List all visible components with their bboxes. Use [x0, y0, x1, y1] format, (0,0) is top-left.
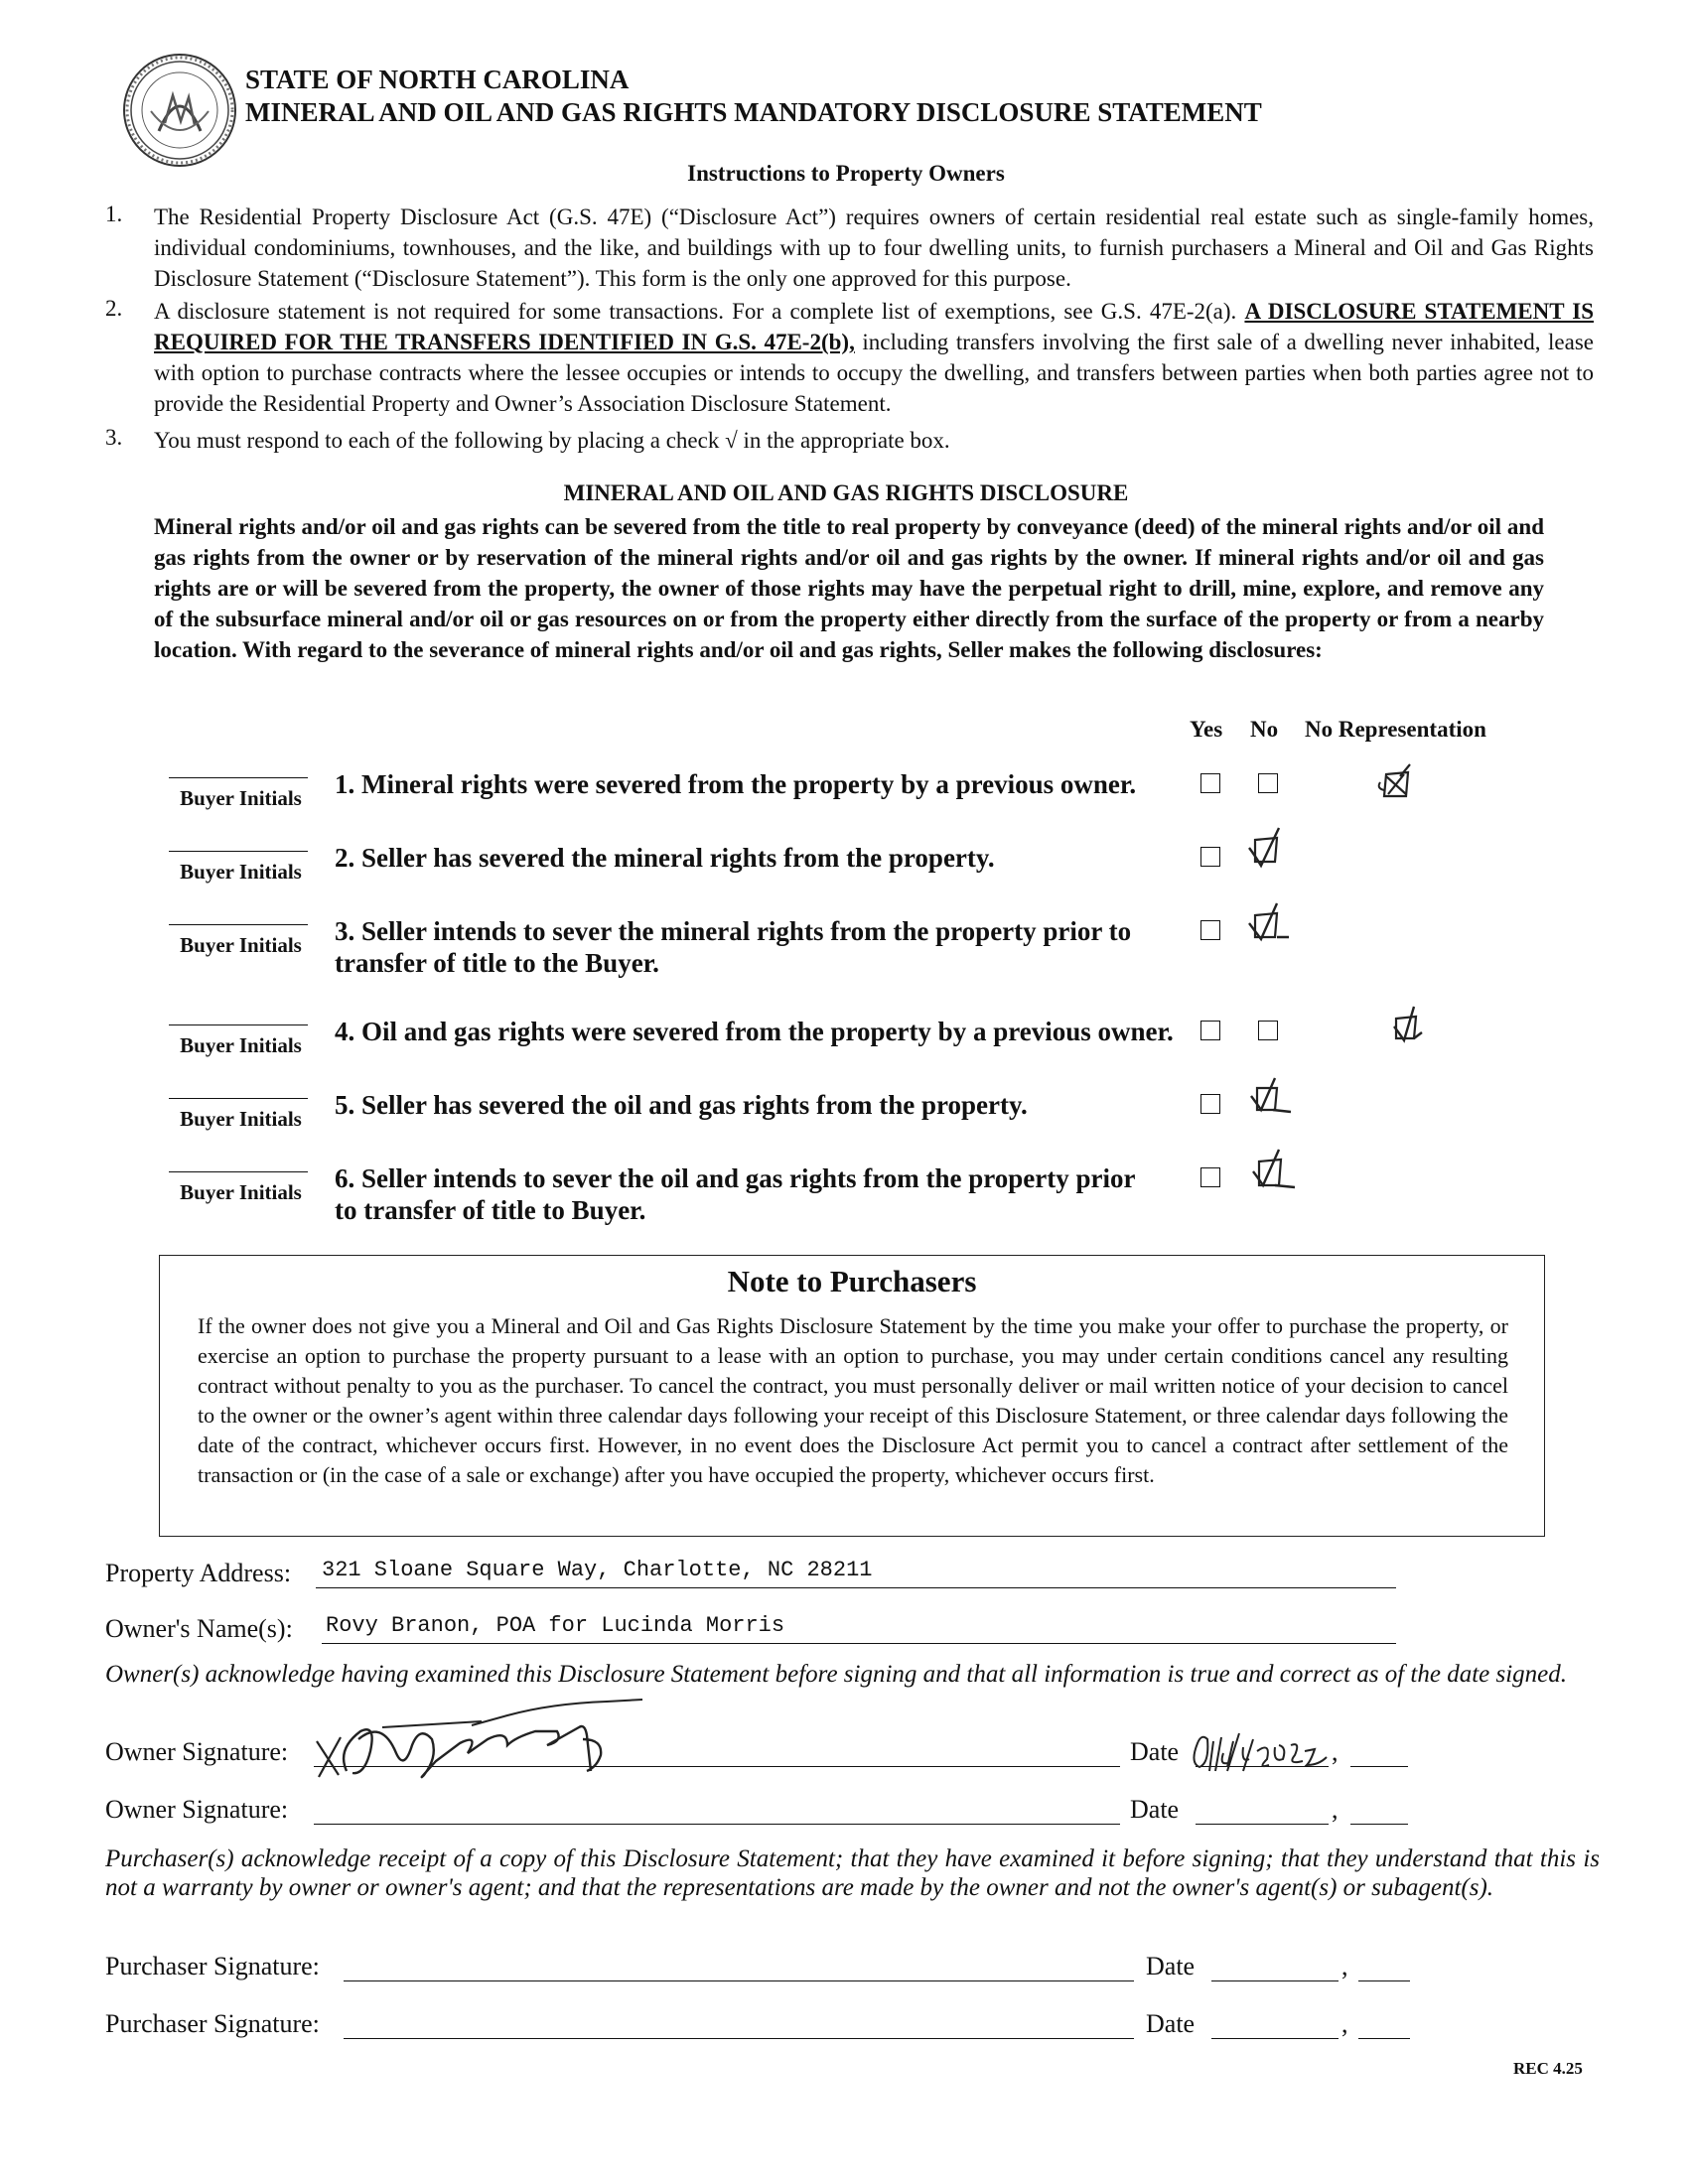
question-text: 3. Seller intends to sever the mineral rights from the property prior to transfer of title to the Buyer.: [335, 916, 1132, 978]
owner-signature-line[interactable]: [314, 1823, 1120, 1825]
no-checkbox[interactable]: [1258, 773, 1278, 793]
date-label: Date: [1130, 1737, 1180, 1766]
instruction-number-3: 3.: [105, 425, 123, 450]
disclosure-text: Mineral rights and/or oil and gas rights can be severed from the title to real property by conveyance (deed) of the mineral rights and/or oil and gas rights from the owner or by reservation of the mineral rights and/or oil and gas rights by the owner. If mineral rights and/or oil and gas rights are or will be severed from the property, the owner of those rights may have the perpetual right to drill, mine, explore, and remove any of the subsurface mineral and/or oil or gas resources on or from the property either directly from the surface of the property or from a nearby location. With regard to the severance of mineral rights and/or oil and gas rights, Seller makes the following disclosures:: [154, 514, 1544, 662]
date-line[interactable]: [1196, 1823, 1329, 1825]
date-label: Date: [1130, 1795, 1180, 1824]
instruction-1: The Residential Property Disclosure Act (G.S. 47E) (“Disclosure Act”) requires owners of certain residential real estate such as single-family homes, individual condominiums, townhouses, and the like, and buildings with up to four dwelling units, to furnish purchasers a Mineral and Oil and Gas Rights Disclosure Statement (“Disclosure Statement”). This form is the only one approved for this purpose.: [154, 205, 1594, 291]
form-id: REC 4.25: [1513, 2059, 1583, 2078]
question-text: 6. Seller intends to sever the oil and gas rights from the property prior to transfer of title to Buyer.: [335, 1163, 1136, 1225]
column-no-representation: No Representation: [1305, 717, 1486, 742]
owner-names-line: [322, 1642, 1396, 1644]
date-label: Date: [1146, 1952, 1196, 1980]
column-yes: Yes: [1190, 717, 1223, 742]
owner-names-label: Owner's Name(s):: [105, 1614, 293, 1643]
buyer-initials-line[interactable]: [169, 1024, 308, 1025]
question-text: 5. Seller has severed the oil and gas rights from the property.: [335, 1090, 1028, 1120]
instructions-title: Instructions to Property Owners: [687, 161, 1005, 186]
date-comma: ,: [1341, 1952, 1348, 1980]
yes-checkbox[interactable]: [1200, 920, 1220, 940]
year-line[interactable]: [1358, 1979, 1410, 1981]
handwritten-date: [1188, 1723, 1337, 1783]
note-to-purchasers-box: [159, 1255, 1545, 1537]
owner-signature-label: Owner Signature:: [105, 1795, 289, 1824]
no-checkbox[interactable]: [1258, 1021, 1278, 1040]
date-comma: ,: [1332, 1737, 1339, 1766]
column-no: No: [1250, 717, 1279, 742]
handwritten-check-icon: [1241, 822, 1295, 876]
property-address-label: Property Address:: [105, 1559, 292, 1587]
property-address-field[interactable]: 321 Sloane Square Way, Charlotte, NC 28211: [322, 1558, 873, 1582]
note-title: Note to Purchasers: [727, 1264, 977, 1298]
yes-checkbox[interactable]: [1200, 773, 1220, 793]
buyer-initials-line[interactable]: [169, 1171, 308, 1172]
state-seal-icon: [121, 52, 238, 169]
owner-signature-label: Owner Signature:: [105, 1737, 289, 1766]
date-line[interactable]: [1211, 1979, 1339, 1981]
year-line[interactable]: [1358, 2037, 1410, 2039]
yes-checkbox[interactable]: [1200, 1021, 1220, 1040]
buyer-initials-line[interactable]: [169, 924, 308, 925]
year-line[interactable]: [1350, 1765, 1408, 1767]
owner-names-field[interactable]: Rovy Branon, POA for Lucinda Morris: [326, 1613, 785, 1638]
buyer-initials-label: Buyer Initials: [180, 786, 302, 810]
buyer-initials-label: Buyer Initials: [180, 1107, 302, 1131]
purchaser-signature-line[interactable]: [344, 2037, 1134, 2039]
property-address-line: [316, 1586, 1396, 1588]
handwritten-check-icon: [1384, 997, 1438, 1050]
instruction-number-1: 1.: [105, 202, 123, 226]
disclosure-title: MINERAL AND OIL AND GAS RIGHTS DISCLOSURE: [563, 480, 1129, 505]
date-label: Date: [1146, 2009, 1196, 2038]
year-line[interactable]: [1350, 1823, 1408, 1825]
buyer-initials-label: Buyer Initials: [180, 1180, 302, 1204]
owner-signature-icon: [313, 1680, 670, 1789]
instruction-2-required: A DISCLOSURE STATEMENT IS REQUIRED FOR THE TRANSFERS IDENTIFIED IN G.S. 47E-2(b),: [154, 299, 1595, 354]
form-header: [245, 64, 1262, 129]
purchaser-acknowledgement: Purchaser(s) acknowledge receipt of a copy of this Disclosure Statement; that they have examined it before signing; that they understand that this is not a warranty by owner or owner's agent; and that the representations are made by the owner and not the owner's agent(s) or subagent(s).: [105, 1845, 1600, 1901]
purchaser-signature-line[interactable]: [344, 1979, 1134, 1981]
purchaser-signature-label: Purchaser Signature:: [105, 1952, 320, 1980]
buyer-initials-line[interactable]: [169, 1098, 308, 1099]
date-line[interactable]: [1211, 2037, 1339, 2039]
question-text: 4. Oil and gas rights were severed from the property by a previous owner.: [335, 1017, 1174, 1046]
yes-checkbox[interactable]: [1200, 1167, 1220, 1187]
buyer-initials-label: Buyer Initials: [180, 860, 302, 884]
question-text: 1. Mineral rights were severed from the property by a previous owner.: [335, 769, 1137, 799]
instruction-number-2: 2.: [105, 296, 123, 321]
date-comma: ,: [1341, 2009, 1348, 2038]
note-text: If the owner does not give you a Mineral and Oil and Gas Rights Disclosure Statement by the time you make your offer to purchase the property, or exercise an option to purchase the property pursuant to a lease with an option to purchase, you may under certain conditions cancel any resulting contract without penalty to you as the purchaser. To cancel the contract, you must personally deliver or mail written notice of your decision to cancel to the owner or the owner’s agent within three calendar days following your receipt of this Disclosure Statement, or three calendar days following the date of the contract, whichever occurs first. However, in no event does the Disclosure Act permit you to cancel a contract after settlement of the transaction or (in the case of a sale or exchange) after you have occupied the property, whichever occurs first.: [198, 1313, 1508, 1487]
handwritten-check-icon: [1370, 754, 1424, 808]
yes-checkbox[interactable]: [1200, 1094, 1220, 1114]
handwritten-check-icon: [1245, 1144, 1299, 1197]
buyer-initials-line[interactable]: [169, 851, 308, 852]
buyer-initials-line[interactable]: [169, 777, 308, 778]
state-title: STATE OF NORTH CAROLINA: [245, 65, 630, 94]
form-title: MINERAL AND OIL AND GAS RIGHTS MANDATORY DISCLOSURE STATEMENT: [245, 97, 1262, 127]
purchaser-signature-label: Purchaser Signature:: [105, 2009, 320, 2038]
question-text: 2. Seller has severed the mineral rights from the property.: [335, 843, 995, 873]
date-comma: ,: [1332, 1795, 1339, 1824]
buyer-initials-label: Buyer Initials: [180, 1033, 302, 1057]
handwritten-check-icon: [1241, 895, 1295, 949]
instruction-2: [154, 296, 1594, 419]
yes-checkbox[interactable]: [1200, 847, 1220, 867]
buyer-initials-label: Buyer Initials: [180, 933, 302, 957]
instruction-2-part-a: A disclosure statement is not required for some transactions. For a complete list of exemptions, see G.S. 47E-2(a).: [154, 299, 1237, 324]
instruction-3: You must respond to each of the following by placing a check √ in the appropriate box.: [154, 428, 950, 453]
handwritten-check-icon: [1243, 1070, 1297, 1124]
owner-acknowledgement: Owner(s) acknowledge having examined this Disclosure Statement before signing and that all information is true and correct as of the date signed.: [105, 1661, 1568, 1688]
instruction-2-part-b: including transfers involving the first sale of a dwelling never inhabited, lease with option to purchase contracts where the lessee occupies or intends to occupy the dwelling, and transfers between parties when both parties agree not to provide the Residential Property and Owner’s Association Disclosure Statement.: [154, 330, 1594, 416]
